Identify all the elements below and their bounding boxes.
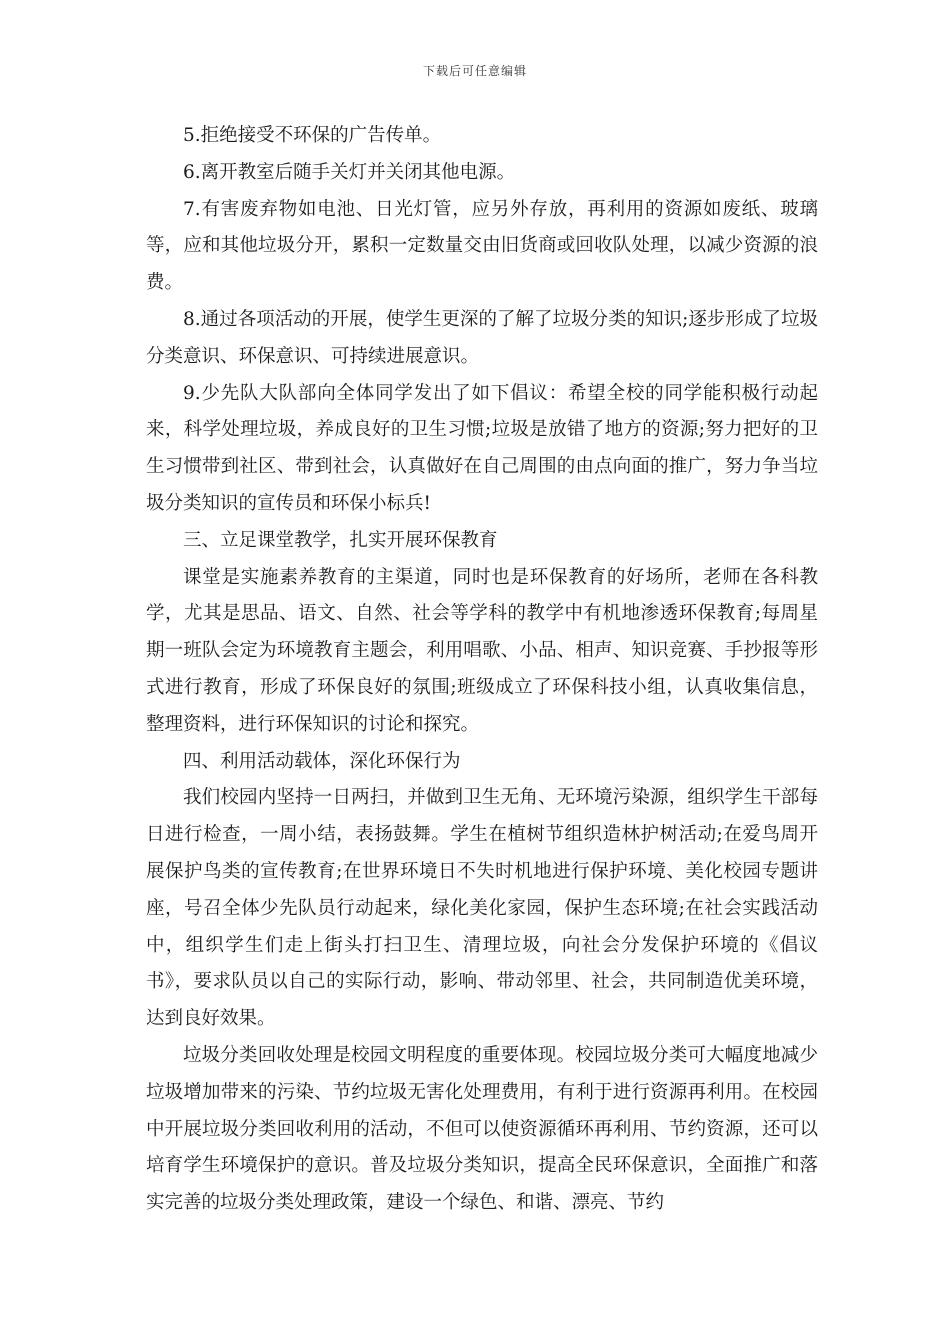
paragraph-activities: 我们校园内坚持一日两扫，并做到卫生无角、无环境污染源，组织学生干部每日进行检查，一周小结，表扬鼓舞。学生在植树节组织造林护树活动;在爱鸟周开展保护鸟类的宣传教育;在世界环境日不失时机地进行保护环境、美化校园专题讲座，号召全体少先队员行动起来，绿化美化家园，保护生态环境;在社会实践活动中，组织学生们走上街头打扫卫生、清理垃圾，向社会分发保护环境的《倡议书》，要求队员以自己的实际行动，影响、带动邻里、社会，共同制造优美环境，达到良好效果。: [146, 787, 818, 1030]
document-body: [146, 118, 818, 1222]
paragraph-item-8: 8.通过各项活动的开展，使学生更深的了解了垃圾分类的知识;逐步形成了垃圾分类意识、环保意识、可持续进展意识。: [146, 308, 818, 367]
paragraph-classroom: 课堂是实施素养教育的主渠道，同时也是环保教育的好场所，老师在各科教学，尤其是思品、语文、自然、社会等学科的教学中有机地渗透环保教育;每周星期一班队会定为环境教育主题会，利用唱歌、小品、相声、知识竞赛、手抄报等形式进行教育，形成了环保良好的氛围;班级成立了环保科技小组，认真收集信息，整理资料，进行环保知识的讨论和探究。: [146, 566, 818, 735]
paragraph-item-6: 6.离开教室后随手关灯并关闭其他电源。: [183, 161, 516, 183]
paragraph-item-9: 9.少先队大队部向全体同学发出了如下倡议：希望全校的同学能积极行动起来，科学处理垃圾，养成良好的卫生习惯;垃圾是放错了地方的资源;努力把好的卫生习惯带到社区、带到社会，认真做好在自己周围的由点向面的推广，努力争当垃圾分类知识的宣传员和环保小标兵!: [146, 382, 818, 514]
paragraph-recycling: 垃圾分类回收处理是校园文明程度的重要体现。校园垃圾分类可大幅度地减少垃圾增加带来的污染、节约垃圾无害化处理费用，有利于进行资源再利用。在校园中开展垃圾分类回收利用的活动，不但可以使资源循环再利用、节约资源，还可以培育学生环境保护的意识。普及垃圾分类知识，提高全民环保意识，全面推广和落实完善的垃圾分类处理政策，建设一个绿色、和谐、漂亮、节约: [146, 1044, 818, 1214]
section-heading-3: 三、立足课堂教学，扎实开展环保教育: [183, 529, 498, 551]
page-header: 下载后可任意编辑: [422, 64, 527, 78]
paragraph-item-7: 7.有害废弃物如电池、日光灯管，应另外存放，再利用的资源如废纸、玻璃等，应和其他垃圾分开，累积一定数量交由旧货商或回收队处理，以减少资源的浪费。: [146, 198, 818, 294]
section-heading-4: 四、利用活动载体，深化环保行为: [183, 750, 461, 772]
paragraph-item-5: 5.拒绝接受不环保的广告传单。: [183, 125, 442, 146]
